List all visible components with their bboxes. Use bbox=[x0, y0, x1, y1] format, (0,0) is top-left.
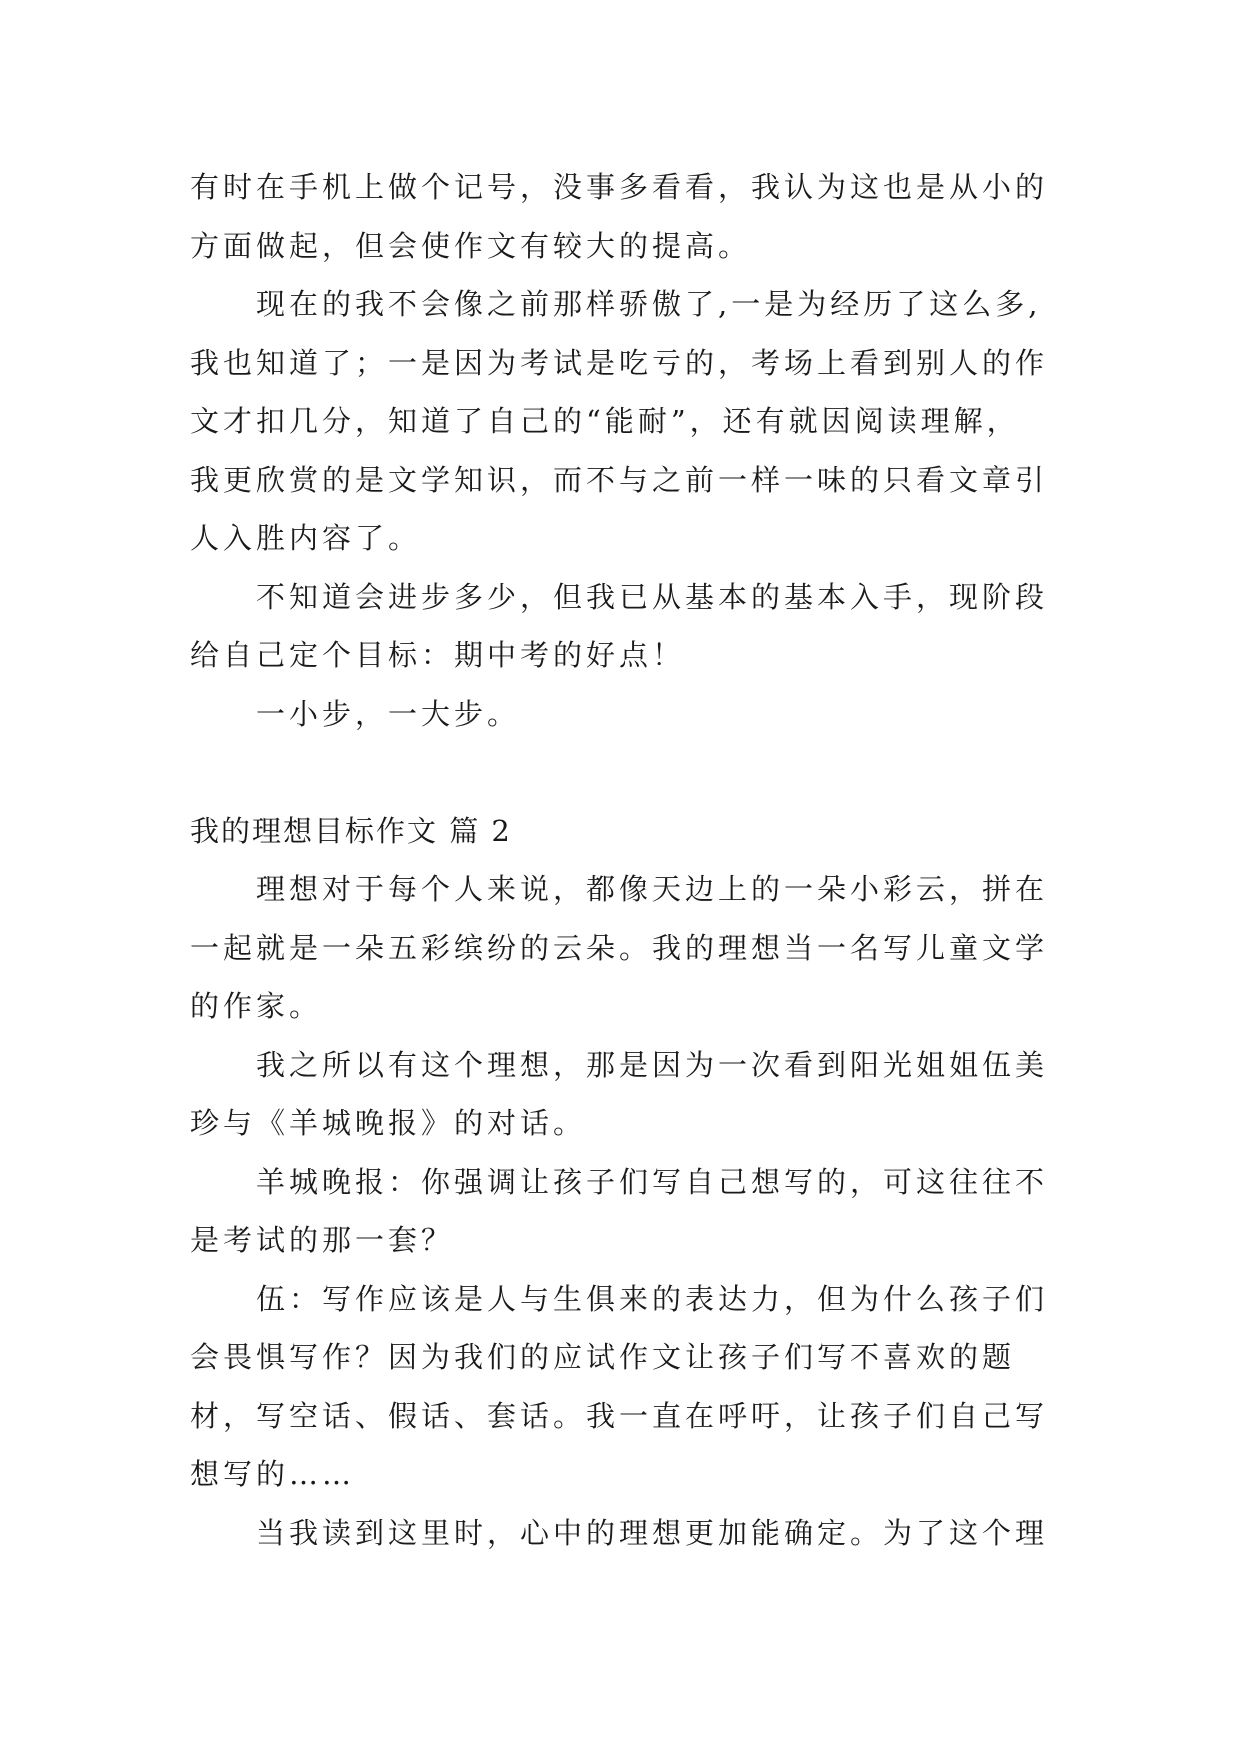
paragraph-line: 会畏惧写作？因为我们的应试作文让孩子们写不喜欢的题 bbox=[190, 1340, 1016, 1374]
paragraph-line: 我也知道了；一是因为考试是吃亏的，考场上看到别人的作 bbox=[190, 345, 1049, 380]
paragraph-line: 想写的…… bbox=[190, 1457, 356, 1491]
paragraph-line: 有时在手机上做个记号，没事多看看，我认为这也是从小的 bbox=[190, 170, 1049, 204]
paragraph-line: 材，写空话、假话、套话。我一直在呼吁，让孩子们自己写 bbox=[190, 1398, 1049, 1433]
section-heading: 我的理想目标作文 篇 2 bbox=[190, 813, 512, 848]
document-body bbox=[190, 158, 1090, 1562]
paragraph-line: 伍：写作应该是人与生俱来的表达力，但为什么孩子们 bbox=[256, 1281, 1049, 1316]
paragraph-line: 不知道会进步多少，但我已从基本的基本入手，现阶段 bbox=[256, 579, 1049, 614]
paragraph-line: 我之所以有这个理想，那是因为一次看到阳光姐姐伍美 bbox=[256, 1047, 1049, 1082]
paragraph-line: 一小步，一大步。 bbox=[256, 696, 521, 731]
paragraph-line: 一起就是一朵五彩缤纷的云朵。我的理想当一名写儿童文学 bbox=[190, 930, 1049, 965]
paragraph-line: 的作家。 bbox=[190, 989, 323, 1023]
paragraph-line: 我更欣赏的是文学知识，而不与之前一样一味的只看文章引 bbox=[190, 462, 1049, 497]
paragraph-line: 给自己定个目标：期中考的好点！ bbox=[190, 638, 686, 672]
paragraph-line: 理想对于每个人来说，都像天边上的一朵小彩云，拼在 bbox=[256, 872, 1049, 906]
paragraph-line: 羊城晚报：你强调让孩子们写自己想写的，可这往往不 bbox=[256, 1164, 1049, 1199]
paragraph-line: 珍与《羊城晚报》的对话。 bbox=[190, 1106, 587, 1140]
paragraph-line: 方面做起，但会使作文有较大的提高。 bbox=[190, 228, 752, 263]
paragraph-line: 是考试的那一套？ bbox=[190, 1223, 455, 1257]
paragraph-line: 当我读到这里时，心中的理想更加能确定。为了这个理 bbox=[256, 1515, 1049, 1550]
section-gap bbox=[190, 743, 1090, 802]
paragraph-line: 文才扣几分，知道了自己的“能耐”，还有就因阅读理解， bbox=[190, 404, 1020, 438]
paragraph-line: 人入胜内容了。 bbox=[190, 521, 422, 555]
paragraph-line: 现在的我不会像之前那样骄傲了,一是为经历了这么多, bbox=[256, 287, 1042, 321]
